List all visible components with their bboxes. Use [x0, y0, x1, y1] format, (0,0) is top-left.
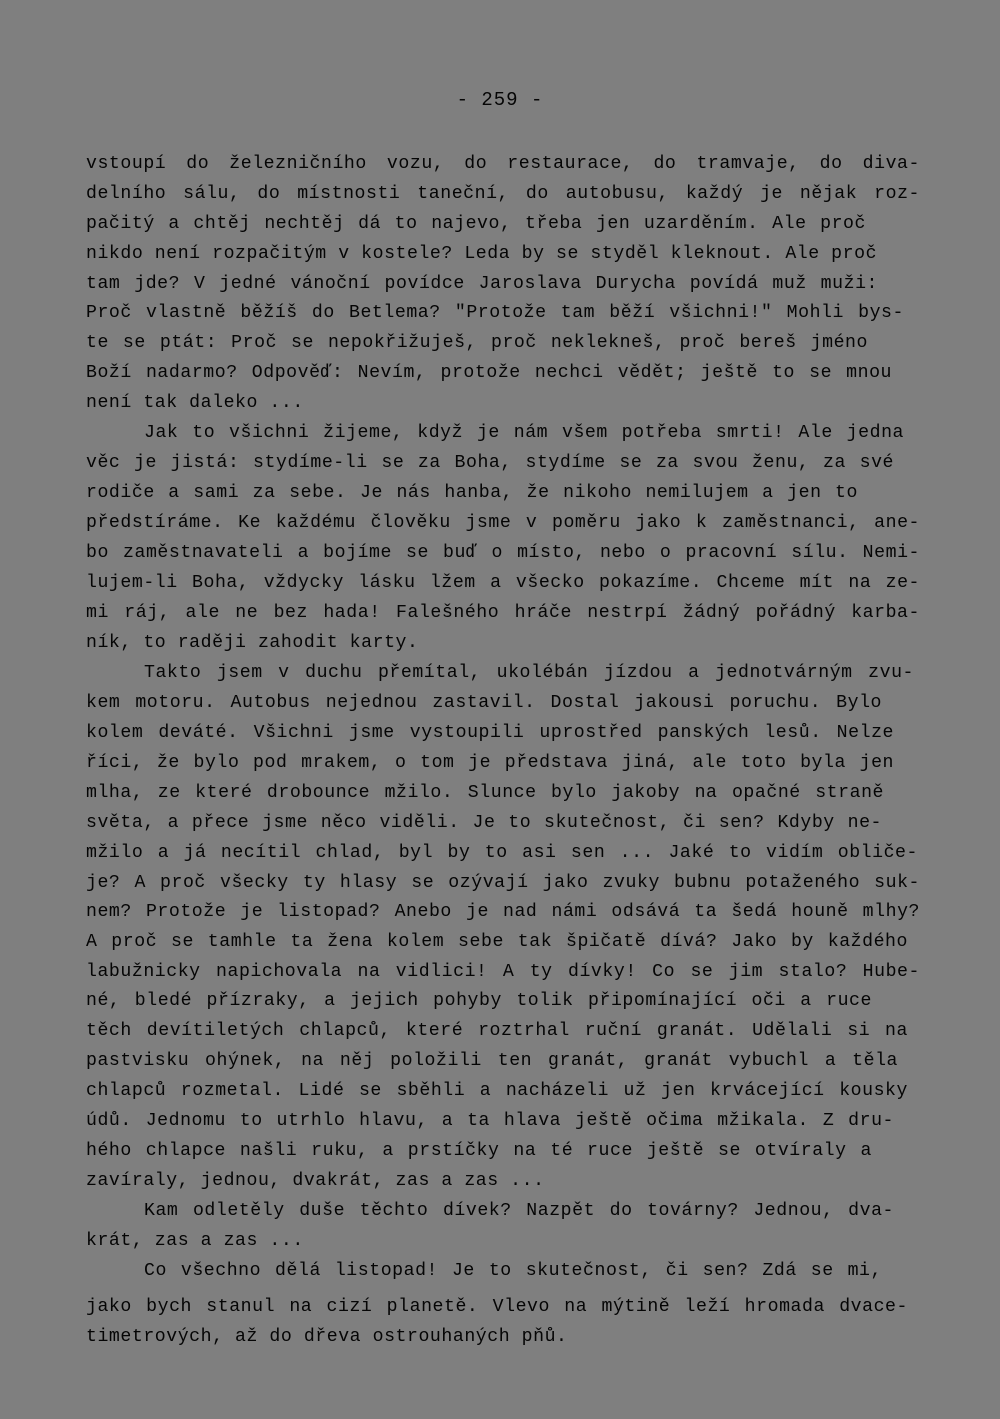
text-line: říci, že bylo pod mrakem, o tom je představa jiná, ale toto byla jen	[86, 753, 894, 773]
text-line: pačitý a chtěj nechtěj dá to najevo, třeba jen uzarděním. Ale proč	[86, 214, 866, 234]
text-line: předstíráme. Ke každému člověku jsme v poměru jako k zaměstnanci, ane-	[86, 513, 920, 533]
text-line: hého chlapce našli ruku, a prstíčky na té ruce ještě se otvíraly a	[86, 1141, 872, 1161]
text-line: lujem-li Boha, vždycky lásku lžem a všecko pokazíme. Chceme mít na ze-	[86, 573, 920, 593]
text-line: A proč se tamhle ta žena kolem sebe tak špičatě dívá? Jako by každého	[86, 932, 908, 952]
text-line: chlapců rozmetal. Lidé se sběhli a nacházeli už jen krvácející kousky	[86, 1081, 908, 1101]
text-line: Boží nadarmo? Odpověď: Nevím, protože nechci vědět; ještě to se mnou	[86, 363, 892, 383]
text-line: světa, a přece jsme něco viděli. Je to skutečnost, či sen? Kdyby ne-	[86, 813, 882, 833]
text-line: nikdo není rozpačitým v kostele? Leda by se styděl kleknout. Ale proč	[86, 244, 878, 264]
page-number: - 259 -	[456, 89, 544, 111]
text-line: kem motoru. Autobus nejednou zastavil. Dostal jakousi poruchu. Bylo	[86, 693, 882, 713]
text-line: nem? Protože je listopad? Anebo je nad námi odsává ta šedá houně mlhy?	[86, 902, 920, 922]
text-line: není tak daleko ...	[86, 393, 304, 413]
text-line: rodiče a sami za sebe. Je nás hanba, že nikoho nemilujem a jen to	[86, 483, 858, 503]
text-line: mžilo a já necítil chlad, byl by to asi sen ... Jaké to vidím obliče-	[86, 843, 918, 863]
text-line: tam jde? V jedné vánoční povídce Jaroslava Durycha povídá muž muži:	[86, 274, 878, 294]
text-line: zavíraly, jednou, dvakrát, zas a zas ...	[86, 1171, 545, 1191]
text-line: krát, zas a zas ...	[86, 1231, 304, 1251]
text-line: pastvisku ohýnek, na něj položili ten granát, granát vybuchl a těla	[86, 1051, 898, 1071]
text-line: Co všechno dělá listopad! Je to skutečnost, či sen? Zdá se mi,	[144, 1261, 882, 1281]
text-line: je? A proč všecky ty hlasy se ozývají jako zvuky bubnu potaženého suk-	[86, 873, 920, 893]
text-line: údů. Jednomu to utrhlo hlavu, a ta hlava ještě očima mžikala. Z dru-	[86, 1111, 894, 1131]
text-line: věc je jistá: stydíme-li se za Boha, stydíme se za svou ženu, za své	[86, 453, 894, 473]
text-line: te se ptát: Proč se nepokřižuješ, proč neklekneš, proč bereš jméno	[86, 333, 868, 353]
text-line: Proč vlastně běžíš do Betlema? "Protože tam běží všichni!" Mohli bys-	[86, 303, 904, 323]
text-line: jako bych stanul na cizí planetě. Vlevo na mýtině leží hromada dvace-	[86, 1297, 908, 1317]
text-line: kolem deváté. Všichni jsme vystoupili uprostřed panských lesů. Nelze	[86, 723, 894, 743]
text-line: labužnicky napichovala na vidlici! A ty dívky! Co se jim stalo? Hube-	[86, 962, 920, 982]
text-line: těch devítiletých chlapců, které roztrhal ruční granát. Udělali si na	[86, 1021, 908, 1041]
text-line: mi ráj, ale ne bez hada! Falešného hráče nestrpí žádný pořádný karba-	[86, 603, 920, 623]
text-line: Kam odletěly duše těchto dívek? Nazpět do továrny? Jednou, dva-	[144, 1201, 894, 1221]
text-line: timetrových, až do dřeva ostrouhaných pňů.	[86, 1327, 568, 1347]
text-line: Takto jsem v duchu přemítal, ukolébán jízdou a jednotvárným zvu-	[144, 663, 914, 683]
text-line: né, bledé přízraky, a jejich pohyby tolik připomínající oči a ruce	[86, 991, 872, 1011]
text-line: bo zaměstnavateli a bojíme se buď o místo, nebo o pracovní sílu. Nemi-	[86, 543, 920, 563]
text-line: ník, to raději zahodit karty.	[86, 633, 419, 653]
text-line: vstoupí do železničního vozu, do restaurace, do tramvaje, do diva-	[86, 154, 920, 174]
text-line: delního sálu, do místnosti taneční, do autobusu, každý je nějak roz-	[86, 184, 920, 204]
text-line: mlha, ze které drobounce mžilo. Slunce bylo jakoby na opačné straně	[86, 783, 884, 803]
text-line: Jak to všichni žijeme, když je nám všem potřeba smrti! Ale jedna	[144, 423, 904, 443]
